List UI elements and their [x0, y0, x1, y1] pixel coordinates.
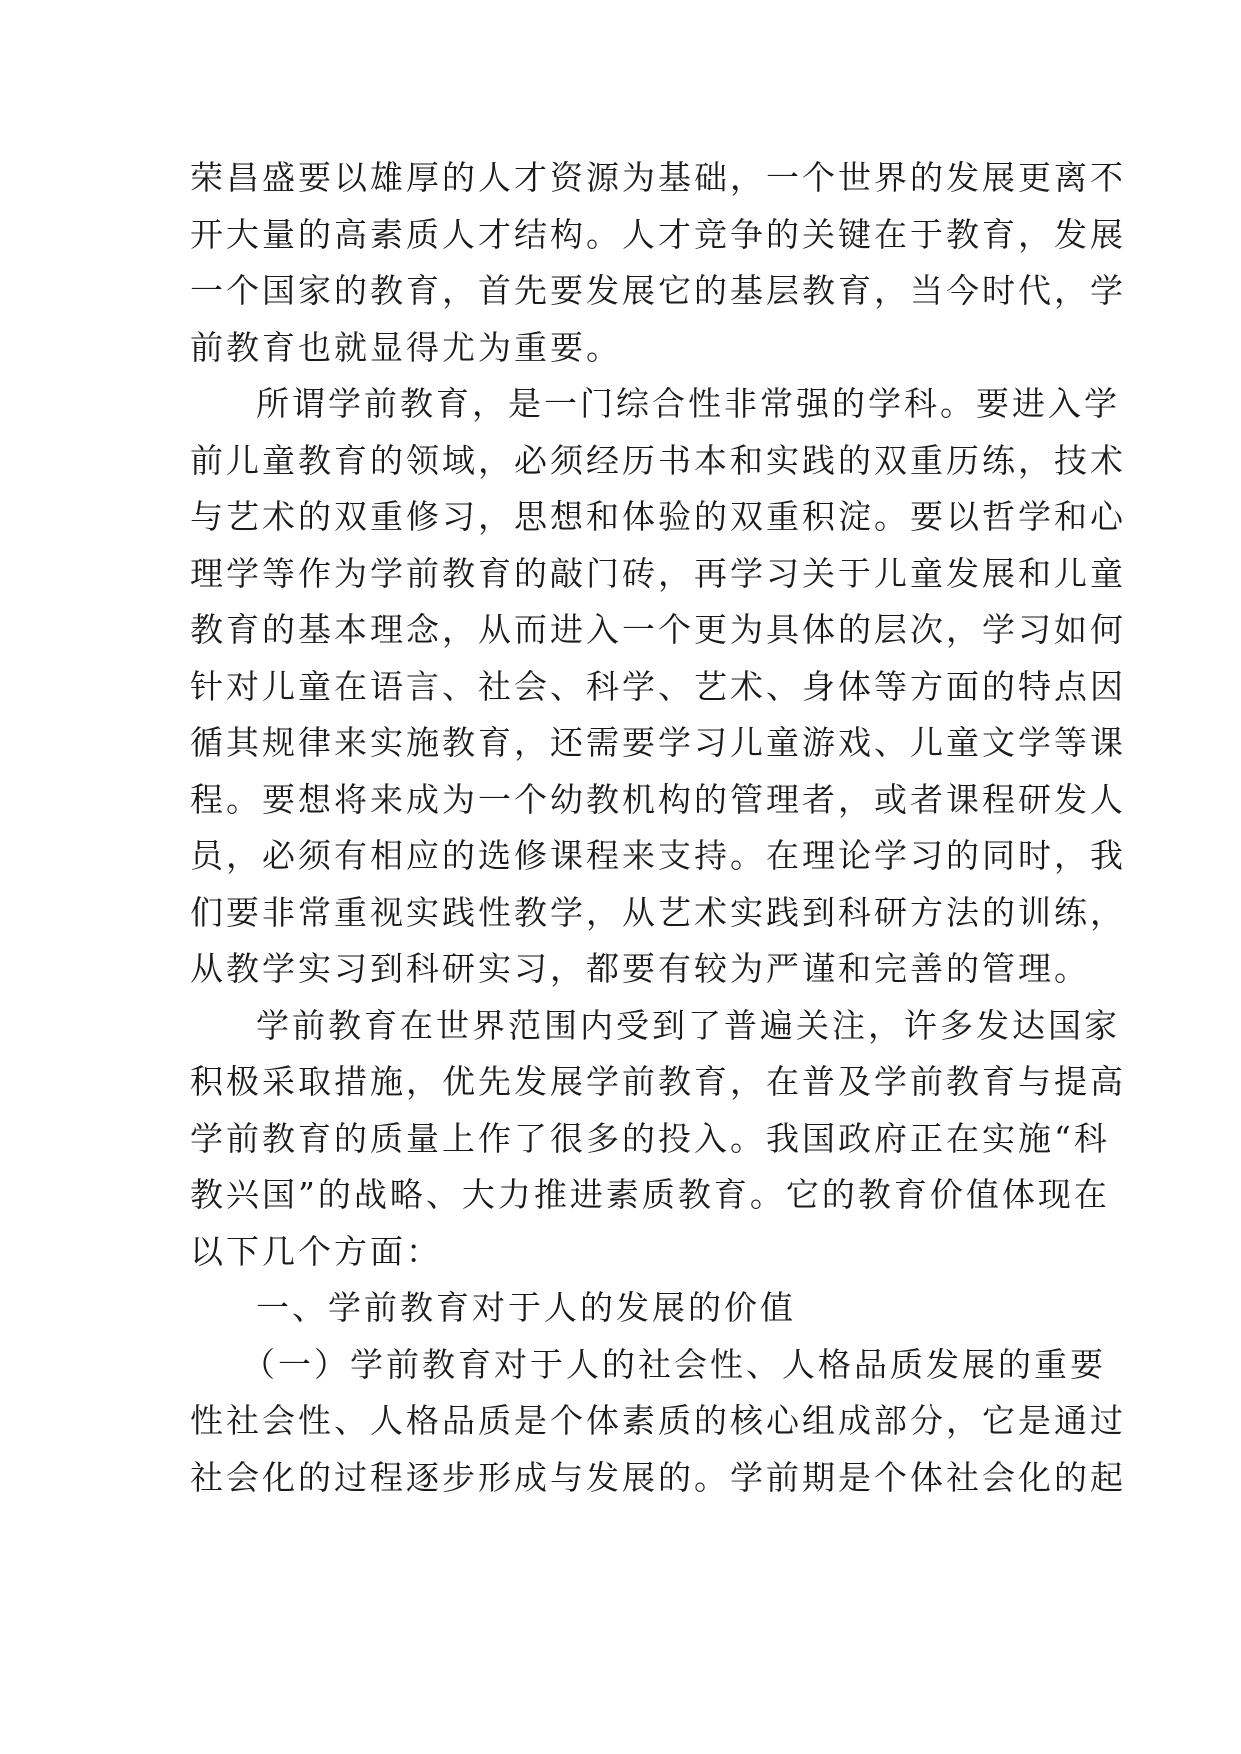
text-line: 学前教育在世界范围内受到了普遍关注，许多发达国家	[256, 1005, 1120, 1045]
text-line: 教兴国”的战略、大力推进素质教育。它的教育价值体现在	[190, 1175, 1110, 1214]
text-line: 从教学实习到科研实习，都要有较为严谨和完善的管理。	[190, 949, 1090, 988]
text-line: 们要非常重视实践性教学，从艺术实践到科研方法的训练，	[190, 892, 1126, 932]
text-line: 程。要想将来成为一个幼教机构的管理者，或者课程研发人	[190, 779, 1126, 819]
text-line: 前教育也就显得尤为重要。	[190, 327, 622, 367]
text-line: 一个国家的教育，首先要发展它的基层教育，当今时代，学	[190, 271, 1126, 310]
text-line: 开大量的高素质人才结构。人才竞争的关键在于教育，发展	[190, 214, 1126, 254]
text-line: 荣昌盛要以雄厚的人才资源为基础，一个世界的发展更离不	[190, 158, 1126, 197]
text-line: 社会化的过程逐步形成与发展的。学前期是个体社会化的起	[190, 1457, 1126, 1497]
text-line: 所谓学前教育，是一门综合性非常强的学科。要进入学	[256, 384, 1120, 423]
body-text	[190, 150, 1126, 1506]
section-heading: 一、学前教育对于人的发展的价值	[256, 1288, 796, 1327]
text-line: 理学等作为学前教育的敲门砖，再学习关于儿童发展和儿童	[190, 553, 1126, 593]
text-line: 学前教育的质量上作了很多的投入。我国政府正在实施“科	[190, 1118, 1110, 1158]
subsection-heading: （一）学前教育对于人的社会性、人格品质发展的重要	[242, 1344, 1106, 1384]
text-line: 与艺术的双重修习，思想和体验的双重积淀。要以哲学和心	[190, 497, 1126, 536]
text-line: 以下几个方面：	[190, 1231, 442, 1271]
text-line: 性社会性、人格品质是个体素质的核心组成部分，它是通过	[190, 1401, 1126, 1440]
text-line: 循其规律来实施教育，还需要学习儿童游戏、儿童文学等课	[190, 723, 1126, 762]
text-line: 针对儿童在语言、社会、科学、艺术、身体等方面的特点因	[190, 666, 1126, 706]
text-line: 积极采取措施，优先发展学前教育，在普及学前教育与提高	[190, 1062, 1126, 1101]
text-line: 员，必须有相应的选修课程来支持。在理论学习的同时，我	[190, 836, 1126, 875]
text-line: 教育的基本理念，从而进入一个更为具体的层次，学习如何	[190, 610, 1126, 649]
text-line: 前儿童教育的领域，必须经历书本和实践的双重历练，技术	[190, 440, 1126, 480]
